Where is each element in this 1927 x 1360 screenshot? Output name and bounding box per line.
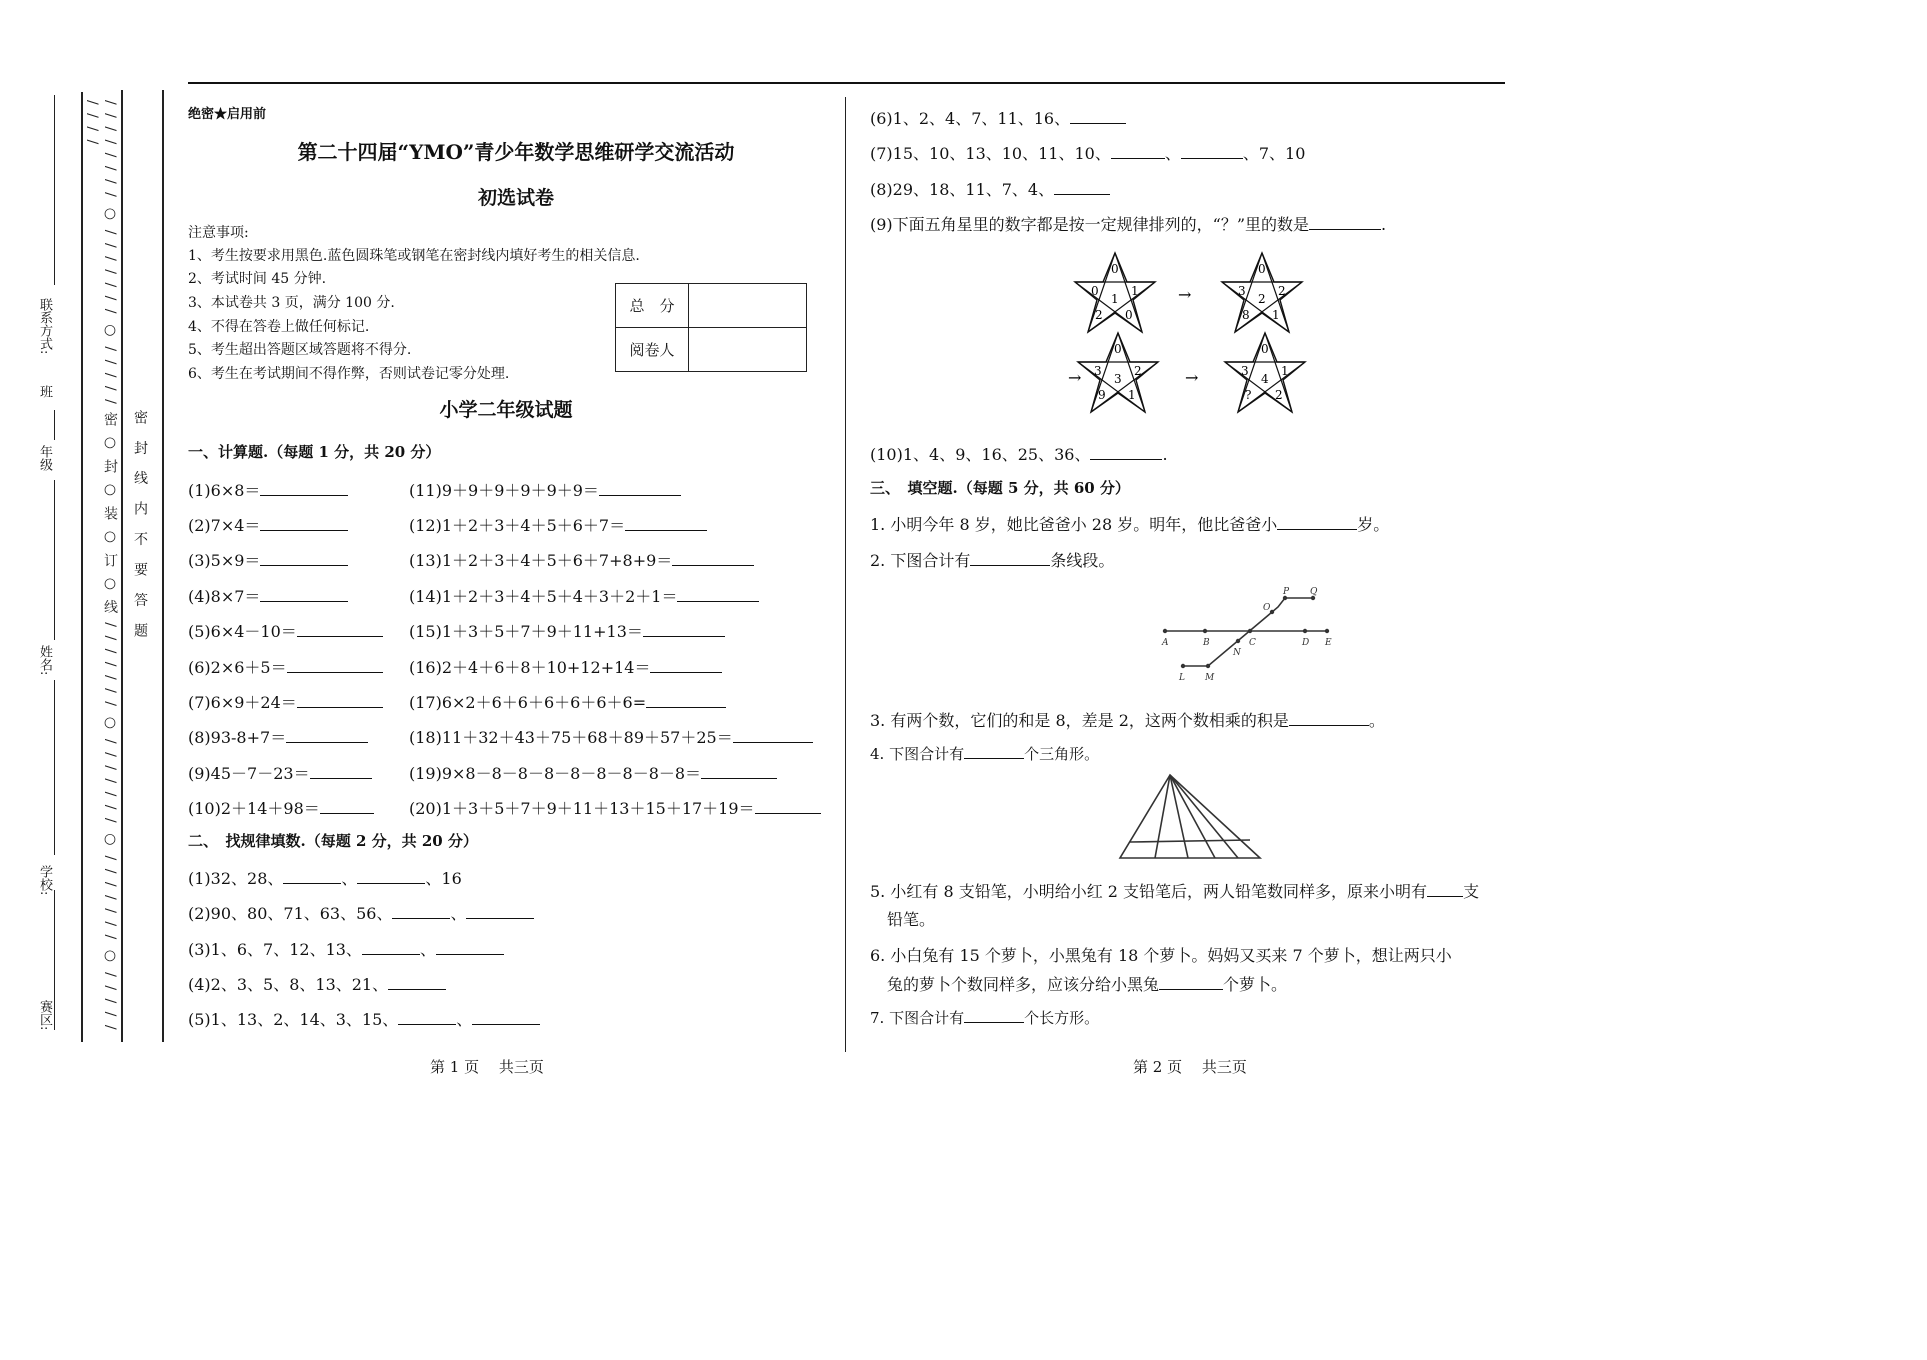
answer-blank[interactable]: [1090, 445, 1162, 460]
answer-blank[interactable]: [1289, 711, 1369, 726]
star-number: 1: [1128, 388, 1136, 402]
label-class: 班: [37, 385, 52, 398]
answer-blank[interactable]: [646, 693, 726, 708]
exam-title: 第二十四届“YMO”青少年数学思维研学交流活动: [297, 140, 735, 164]
answer-blank[interactable]: [297, 622, 383, 637]
calc-q16: (16)2＋4＋6＋8＋10+12+14＝: [409, 655, 722, 678]
footer-page2: 第 2 页 共三页: [1133, 1058, 1247, 1076]
star-number: 3: [1094, 364, 1102, 378]
star-number: 2: [1095, 308, 1103, 322]
binding-line-3: [162, 90, 164, 1042]
star-number: 0: [1114, 342, 1122, 356]
answer-blank[interactable]: [1427, 882, 1463, 897]
answer-blank[interactable]: [283, 869, 341, 884]
point-label: Q: [1310, 587, 1318, 597]
star-figures: [1060, 245, 1320, 420]
answer-blank[interactable]: [260, 516, 348, 531]
calc-q19: (19)9×8－8－8－8－8－8－8－8－8＝: [409, 761, 777, 784]
calc-q15: (15)1＋3＋5＋7＋9＋11+13＝: [409, 619, 725, 642]
fill-q5a: 5. 小红有 8 支铅笔，小明给小红 2 支铅笔后，两人铅笔数同样多，原来小明有 支: [870, 882, 1480, 901]
score-table: [615, 283, 807, 372]
star-number: ?: [1245, 388, 1252, 402]
star-number: 0: [1125, 308, 1133, 322]
star-number: 3: [1114, 372, 1122, 386]
fill-q5b: 铅笔。: [887, 910, 936, 929]
answer-blank[interactable]: [472, 1010, 540, 1025]
pattern-q4: (4)2、3、5、8、13、21、: [188, 972, 446, 995]
calc-q7: (7)6×9＋24＝: [188, 690, 383, 713]
label-name: 姓名:: [37, 645, 52, 676]
school-field: [54, 680, 55, 855]
point-label: E: [1325, 638, 1332, 648]
fill-q6b: 兔的萝卜个数同样多，应该分给小黑兔 个萝卜。: [887, 975, 1288, 994]
star-number: 4: [1261, 372, 1269, 386]
answer-blank[interactable]: [677, 587, 759, 602]
note-item: 6、考生在考试期间不得作弊，否则试卷记零分处理.: [188, 366, 510, 382]
calc-q1: (1)6×8＝: [188, 478, 348, 501]
star-number: 0: [1258, 262, 1266, 276]
answer-blank[interactable]: [1309, 215, 1381, 230]
pattern-q6: (6)1、2、4、7、11、16、: [870, 106, 1126, 129]
note-item: 3、本试卷共 3 页，满分 100 分.: [188, 295, 395, 311]
star-number: 9: [1098, 388, 1106, 402]
fill-q3: 3. 有两个数，它们的和是 8，差是 2，这两个数相乘的积是 。: [870, 711, 1385, 730]
answer-blank[interactable]: [733, 728, 813, 743]
calc-q20: (20)1＋3＋5＋7＋9＋11＋13＋15＋17＋19＝: [409, 796, 821, 819]
note-item: 4、不得在答卷上做任何标记.: [188, 319, 370, 335]
pattern-q8: (8)29、18、11、7、4、: [870, 177, 1110, 200]
note-item: 1、考生按要求用黑色.蓝色圆珠笔或钢笔在密封线内填好考生的相关信息.: [188, 248, 640, 264]
answer-blank[interactable]: [310, 764, 372, 779]
pattern-q9: (9)下面五角星里的数字都是按一定规律排列的，“？”里的数是 .: [870, 215, 1387, 234]
fill-q6a: 6. 小白兔有 15 个萝卜，小黑兔有 18 个萝卜。妈妈又买来 7 个萝卜，想让两只小: [870, 946, 1452, 965]
answer-blank[interactable]: [286, 728, 368, 743]
point-label: N: [1233, 648, 1241, 658]
answer-blank[interactable]: [1159, 975, 1223, 990]
secret-mark: 绝密★启用前: [188, 107, 267, 122]
answer-blank[interactable]: [260, 587, 348, 602]
pattern-q10: (10)1、4、9、16、25、36、 .: [870, 445, 1168, 464]
star-number: 8: [1242, 308, 1250, 322]
point-label: M: [1205, 673, 1215, 683]
score-reviewer-cell[interactable]: [689, 328, 807, 372]
note-item: 2、考试时间 45 分钟.: [188, 271, 327, 287]
answer-blank[interactable]: [755, 799, 821, 814]
point-label: D: [1302, 638, 1310, 648]
calc-q17: (17)6×2＋6＋6＋6＋6＋6＋6=: [409, 690, 726, 713]
calc-q12: (12)1＋2＋3＋4＋5＋6＋7＝: [409, 513, 707, 536]
pattern-q7: (7)15、10、13、10、11、10、 、 、7、10: [870, 144, 1306, 163]
answer-blank[interactable]: [357, 869, 425, 884]
answer-blank[interactable]: [1181, 144, 1243, 159]
star-number: 0: [1091, 284, 1099, 298]
star-number: 1: [1272, 308, 1280, 322]
star-4: [1225, 333, 1305, 412]
calc-q6: (6)2×6＋5＝: [188, 655, 383, 678]
grade-field: [54, 410, 55, 440]
calc-q5: (5)6×4－10＝: [188, 619, 383, 642]
point-label: C: [1249, 638, 1256, 648]
answer-blank[interactable]: [388, 975, 446, 990]
answer-blank[interactable]: [625, 516, 707, 531]
point-label: B: [1203, 638, 1210, 648]
answer-blank[interactable]: [1070, 109, 1126, 124]
answer-blank[interactable]: [643, 622, 725, 637]
label-region: 赛区:: [37, 1000, 52, 1031]
triangle-figure: [1110, 770, 1270, 862]
label-grade: 年级: [37, 445, 52, 471]
star-number: 3: [1238, 284, 1246, 298]
star-number: 1: [1111, 292, 1119, 306]
star-number: 2: [1278, 284, 1286, 298]
arrow-icon: →: [1185, 368, 1199, 387]
answer-blank[interactable]: [392, 904, 450, 919]
point-label: O: [1263, 603, 1271, 613]
footer-page1: 第 1 页 共三页: [430, 1058, 544, 1076]
answer-blank[interactable]: [398, 1010, 456, 1025]
star-number: 2: [1275, 388, 1283, 402]
answer-blank[interactable]: [672, 551, 754, 566]
pattern-q5: (5)1、13、2、14、3、15、 、: [188, 1007, 540, 1030]
binding-line-1: [81, 92, 83, 1042]
star-2: [1222, 253, 1302, 332]
pattern-q2: (2)90、80、71、63、56、 、: [188, 901, 534, 924]
answer-blank[interactable]: [1277, 515, 1357, 530]
calc-q3: (3)5×9＝: [188, 548, 348, 571]
score-total-label: 总 分: [616, 284, 689, 328]
arrow-icon: →: [1178, 285, 1192, 304]
note-item: 5、考生超出答题区域答题将不得分.: [188, 342, 412, 358]
fill-q1: 1. 小明今年 8 岁，她比爸爸小 28 岁。明年，他比爸爸小 岁。: [870, 515, 1390, 534]
point-label: A: [1162, 638, 1169, 648]
star-number: 0: [1111, 262, 1119, 276]
answer-blank[interactable]: [650, 658, 722, 673]
answer-blank[interactable]: [297, 693, 383, 708]
answer-blank[interactable]: [466, 904, 534, 919]
section3-heading: 三、 填空题.（每题 5 分，共 60 分）: [870, 479, 1130, 497]
answer-blank[interactable]: [1111, 144, 1165, 159]
calc-q11: (11)9＋9＋9＋9＋9＋9＝: [409, 478, 681, 501]
star-number: 1: [1131, 284, 1139, 298]
answer-blank[interactable]: [599, 481, 681, 496]
contact-field: [54, 95, 55, 285]
calc-q14: (14)1＋2＋3＋4＋5＋4＋3＋2＋1＝: [409, 584, 759, 607]
star-number: 0: [1261, 342, 1269, 356]
seal-notice: 密 封 线 内 不 要 答 题: [132, 410, 148, 644]
label-contact: 联系方式:: [37, 298, 52, 355]
calc-q18: (18)11＋32＋43＋75＋68＋89＋57＋25＝: [409, 725, 813, 748]
star-number: 2: [1134, 364, 1142, 378]
exam-subtitle: 初选试卷: [477, 187, 554, 209]
point-label: L: [1179, 673, 1185, 683]
answer-blank[interactable]: [320, 799, 374, 814]
score-total-cell[interactable]: [689, 284, 807, 328]
star-3: [1078, 333, 1158, 412]
binding-line-2: [121, 90, 123, 1042]
name-field: [54, 480, 55, 640]
top-rule: [188, 82, 1505, 84]
notes-heading: 注意事项:: [188, 225, 249, 241]
answer-blank[interactable]: [701, 764, 777, 779]
fill-q4: 4. 下图合计有 个三角形。: [870, 745, 1100, 763]
calc-q4: (4)8×7＝: [188, 584, 348, 607]
section1-heading: 一、计算题.（每题 1 分，共 20 分）: [188, 443, 441, 461]
answer-blank[interactable]: [970, 551, 1050, 566]
calc-q10: (10)2＋14＋98＝: [188, 796, 374, 819]
region-field: [54, 890, 55, 1030]
fill-q7: 7. 下图合计有 个长方形。: [870, 1009, 1100, 1027]
star-number: 3: [1241, 364, 1249, 378]
arrow-icon: →: [1068, 368, 1082, 387]
section2-heading: 二、 找规律填数.（每题 2 分，共 20 分）: [188, 832, 478, 850]
fill-q2: 2. 下图合计有 条线段。: [870, 551, 1115, 570]
calc-q13: (13)1＋2＋3＋4＋5＋6＋7+8+9＝: [409, 548, 754, 571]
point-label: P: [1283, 587, 1290, 597]
pattern-q1: (1)32、28、 、 、16: [188, 869, 462, 888]
star-number: 2: [1258, 292, 1266, 306]
star-number: 1: [1281, 364, 1289, 378]
calc-q9: (9)45－7－23＝: [188, 761, 372, 784]
answer-blank[interactable]: [260, 481, 348, 496]
answer-blank[interactable]: [964, 1008, 1024, 1023]
answer-blank[interactable]: [964, 744, 1024, 759]
answer-blank[interactable]: [436, 940, 504, 955]
label-school: 学校:: [37, 865, 52, 896]
page-divider: [845, 97, 846, 1052]
grade-title: 小学二年级试题: [439, 399, 573, 421]
answer-blank[interactable]: [287, 658, 383, 673]
answer-blank[interactable]: [1054, 180, 1110, 195]
score-reviewer-label: 阅卷人: [616, 328, 689, 372]
answer-blank[interactable]: [260, 551, 348, 566]
calc-q2: (2)7×4＝: [188, 513, 348, 536]
seal-line: / / / / / / / / ○ / / / / / / / ○ / / / / / 密 ○ 封 ○ 装 ○ 订 ○ 线 / / / / / / / ○ / / / / / / / ○ / / / / / / / ○ / / / / / / / / /: [84, 100, 118, 1032]
pattern-q3: (3)1、6、7、12、13、 、: [188, 937, 504, 960]
segment-figure: [1145, 585, 1345, 685]
star-1: [1075, 253, 1155, 332]
answer-blank[interactable]: [362, 940, 420, 955]
calc-q8: (8)93-8+7＝: [188, 725, 368, 748]
